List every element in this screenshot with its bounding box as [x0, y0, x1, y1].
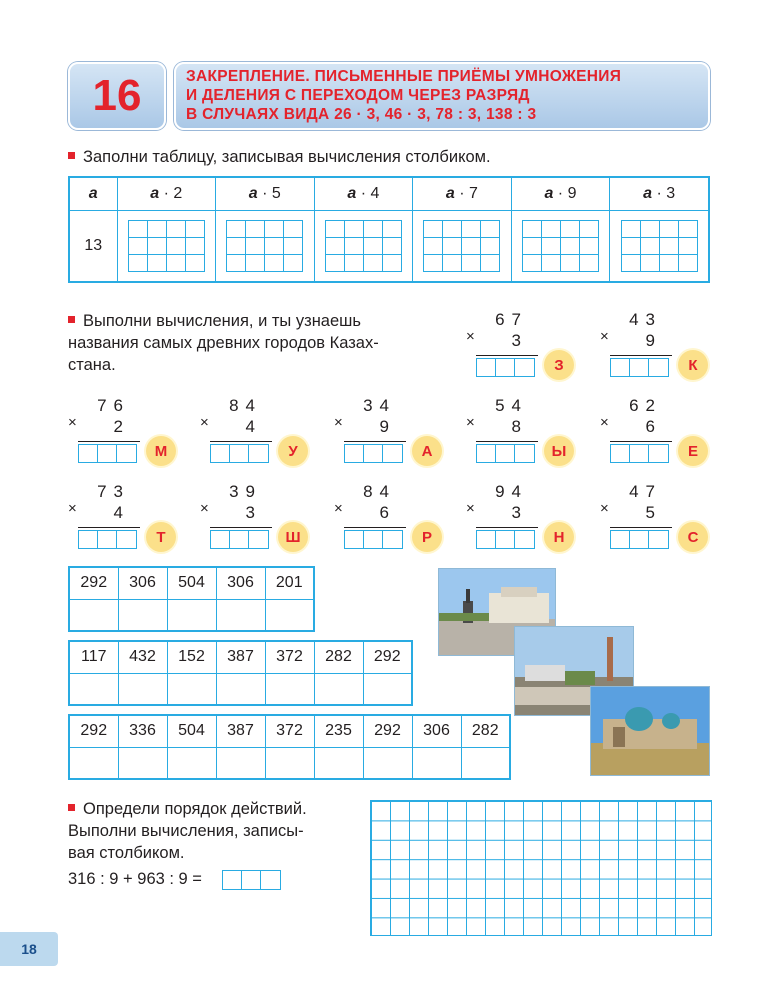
letter-badge: У: [278, 436, 308, 466]
answer-cells[interactable]: [610, 444, 669, 463]
letter-badge: Ш: [278, 522, 308, 552]
page-number: 18: [0, 932, 58, 966]
answer-cells[interactable]: [210, 530, 269, 549]
bullet-icon: [68, 152, 75, 159]
letter-badge: А: [412, 436, 442, 466]
answer-cells[interactable]: [413, 210, 512, 282]
answer-cells[interactable]: [476, 530, 535, 549]
table-header: a · 7: [413, 177, 512, 210]
answer-cells[interactable]: [610, 530, 669, 549]
answer-cells[interactable]: [476, 358, 535, 377]
table-header: a · 2: [117, 177, 216, 210]
answer-cells[interactable]: [210, 444, 269, 463]
letter-badge: Е: [678, 436, 708, 466]
code-table-2: 117 432 152 387 372 282 292: [68, 640, 413, 706]
letter-badge: Т: [146, 522, 176, 552]
answer-cells[interactable]: [216, 210, 315, 282]
multiplication-example: × 47 5 С: [600, 482, 730, 562]
code-table-1: 292 306 504 306 201: [68, 566, 315, 632]
answer-cells[interactable]: [476, 444, 535, 463]
table-header-a: a: [69, 177, 117, 210]
multiplication-example: × 76 2 М: [68, 396, 198, 476]
table-header: a · 5: [216, 177, 315, 210]
multiplication-example: × 67 3 З: [466, 310, 596, 390]
letter-badge: С: [678, 522, 708, 552]
multiplication-example: × 34 9 А: [334, 396, 464, 476]
answer-cells[interactable]: [117, 210, 216, 282]
table-header: a · 9: [511, 177, 610, 210]
table-header: a · 3: [610, 177, 709, 210]
answer-cells[interactable]: [344, 530, 403, 549]
answer-cells[interactable]: [78, 444, 137, 463]
multiplication-example: × 73 4 Т: [68, 482, 198, 562]
answer-cells[interactable]: [222, 870, 281, 890]
answer-cells[interactable]: [511, 210, 610, 282]
multiplication-example: × 62 6 Е: [600, 396, 730, 476]
task1-text: Заполни таблицу, записывая вычисления столбиком.: [83, 148, 491, 166]
multiplication-example: × 54 8 Ы: [466, 396, 596, 476]
task1-instruction: [68, 146, 491, 168]
lesson-number: 16: [92, 71, 142, 120]
row-value: 13: [69, 210, 117, 282]
task3-expression: 316 : 9 + 963 : 9 =: [68, 870, 202, 888]
grid-workspace[interactable]: [370, 800, 712, 936]
answer-cells[interactable]: [344, 444, 403, 463]
table-header: a · 4: [314, 177, 413, 210]
answer-cells[interactable]: [610, 210, 709, 282]
lesson-number-badge: [68, 62, 166, 130]
lesson-title-line: ЗАКРЕПЛЕНИЕ. ПИСЬМЕННЫЕ ПРИЁМЫ УМНОЖЕНИЯ: [186, 68, 622, 85]
city-photo-mausoleum: [590, 686, 710, 776]
answer-cells[interactable]: [610, 358, 669, 377]
multiplication-example: × 94 3 Н: [466, 482, 596, 562]
bullet-icon: [68, 804, 75, 811]
task1-table: [68, 176, 710, 283]
task2-instruction: Выполни вычисления, и ты узнаешь названия самых древних городов Казах- стана.: [68, 312, 379, 374]
task3-instruction: Определи порядок действий. Выполни вычисления, записы- вая столбиком.: [68, 800, 307, 862]
letter-badge: К: [678, 350, 708, 380]
lesson-title-line: И ДЕЛЕНИЯ С ПЕРЕХОДОМ ЧЕРЕЗ РАЗРЯД: [186, 87, 530, 104]
multiplication-example: × 43 9 К: [600, 310, 730, 390]
letter-badge: М: [146, 436, 176, 466]
answer-cells[interactable]: [314, 210, 413, 282]
multiplication-example: × 39 3 Ш: [200, 482, 330, 562]
answer-cells[interactable]: [78, 530, 137, 549]
letter-badge: Ы: [544, 436, 574, 466]
bullet-icon: [68, 316, 75, 323]
letter-badge: Н: [544, 522, 574, 552]
multiplication-example: × 84 4 У: [200, 396, 330, 476]
multiplication-example: × 84 6 Р: [334, 482, 464, 562]
code-table-3: 292 336 504 387 372 235 292 306 282: [68, 714, 511, 780]
lesson-title: [174, 62, 710, 130]
letter-badge: З: [544, 350, 574, 380]
letter-badge: Р: [412, 522, 442, 552]
lesson-title-line: В СЛУЧАЯХ ВИДА 26 · 3, 46 · 3, 78 : 3, 138 : 3: [186, 106, 537, 123]
